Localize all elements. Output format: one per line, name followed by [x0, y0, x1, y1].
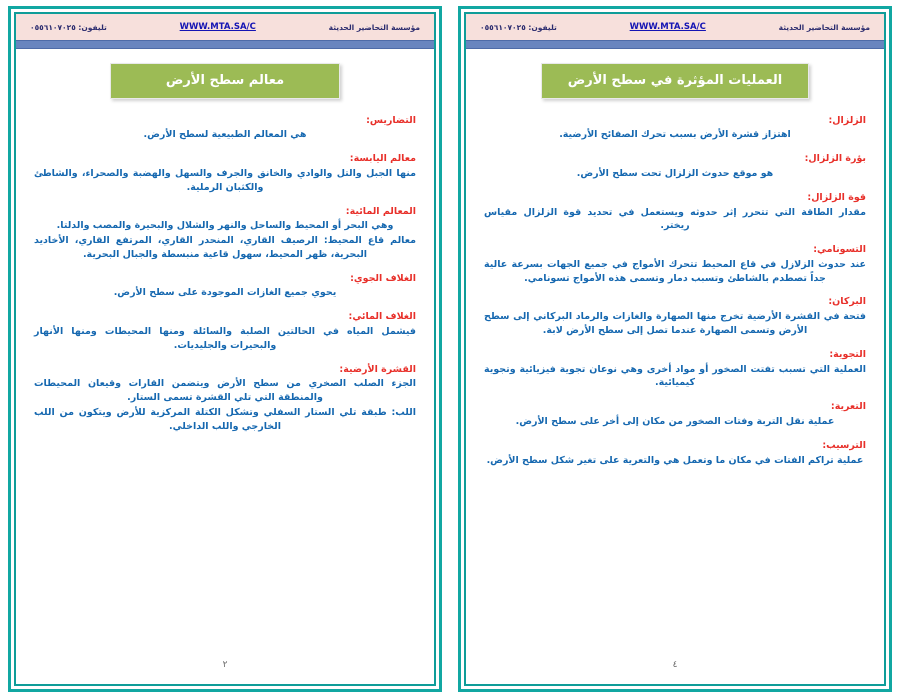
header-phone: تليفون: ٠٥٥٦١٠٧٠٢٥	[30, 22, 107, 32]
section-heading: التعرية:	[830, 401, 866, 413]
page-body	[16, 49, 434, 684]
page-slot-left	[450, 0, 900, 700]
section-paragraph: عملية نقل التربة وفتات الصخور من مكان إلى أخر على سطح الأرض.	[515, 415, 835, 427]
section-body	[484, 206, 866, 234]
section-body	[34, 219, 416, 261]
section-body	[484, 415, 866, 429]
page-header	[16, 14, 434, 40]
section-heading: البركان:	[828, 296, 866, 308]
content-section	[34, 153, 416, 194]
section-heading: قوة الزلزال:	[807, 191, 866, 203]
section-body	[484, 310, 866, 338]
section-body	[34, 128, 416, 142]
section-paragraph: مقدار الطاقة التي تتحرر إثر حدوثه ويستعمل في تحديد قوة الزلزال مقياس ريختر.	[484, 206, 866, 232]
section-paragraph: العملية التي تسبب تفتت الصخور أو مواد أخرى وهي نوعان تجوية فيزيائية وتجوية كيميائية.	[484, 363, 866, 389]
page-inner	[464, 12, 886, 686]
content-section	[34, 115, 416, 143]
section-heading: القشرة الأرضية:	[339, 363, 416, 375]
section-heading: التسونامي:	[813, 244, 866, 256]
header-phone: تليفون: ٠٥٥٦١٠٧٠٢٥	[480, 22, 557, 32]
section-heading: الغلاف الجوي:	[350, 272, 416, 284]
section-body	[484, 128, 866, 142]
sections-list-page-0	[34, 115, 416, 434]
section-paragraph: الجزء الصلب الصخري من سطح الأرض ويتضمن القارات وقيعان المحيطات والمنطقة التي تلي القشرة تسمى الستار.	[34, 378, 416, 404]
section-body	[34, 167, 416, 195]
section-paragraph: عند حدوث الزلازل في قاع المحيط تتحرك الأمواج في جميع الجهات بسرعة عالية جداً تصطدم بالشاطئ وتسبب دمار وتسمى هذه الأمواج تسونامي.	[484, 258, 866, 284]
page-inner	[14, 12, 436, 686]
page-title-wrap	[34, 63, 416, 99]
section-paragraph: هو موقع حدوث الزلزال تحت سطح الأرض.	[576, 167, 774, 179]
page-number: ٢	[222, 660, 228, 670]
section-body	[484, 258, 866, 286]
page-body	[466, 49, 884, 684]
content-section	[484, 153, 866, 181]
section-paragraph: عملية تراكم الفتات في مكان ما وتعمل هي والتعرية على تغير شكل سطح الأرض.	[486, 454, 864, 466]
content-section	[484, 192, 866, 233]
section-heading: الزلزال:	[828, 114, 866, 126]
section-body	[484, 363, 866, 391]
content-section	[484, 401, 866, 429]
content-section	[34, 273, 416, 301]
section-paragraph: معالم قاع المحيط: الرصيف القاري، المنحدر القاري، المرتفع القاري، الأخاديد البحرية، ظهر المحيط، سهول قاعية منبسطة والجبال البحرية.	[34, 235, 416, 260]
document-page-left-of-book	[8, 6, 442, 692]
section-body	[34, 286, 416, 300]
section-paragraph: وهي البحر أو المحيط والساحل والنهر والشلال والبحيرة والمصب والدلتا.	[56, 220, 394, 232]
section-heading: بؤرة الزلزال:	[804, 153, 866, 165]
header-divider	[466, 40, 884, 49]
content-section	[34, 364, 416, 434]
content-section	[484, 244, 866, 285]
section-paragraph: اهتزاز قشرة الأرض بسبب تحرك الصفائح الأرضية.	[559, 129, 791, 141]
header-divider	[16, 40, 434, 49]
content-section	[34, 206, 416, 262]
section-heading: معالم اليابسة:	[349, 153, 416, 165]
page-title-wrap	[484, 63, 866, 99]
section-paragraph: منها الجبل والتل والوادي والخانق والجرف والسهل والهضبة والصحراء، والشاطئ والكثبان الرملية.	[34, 167, 416, 193]
section-heading: المعالم المائية:	[345, 205, 416, 217]
section-paragraph: اللب: طبقة تلي الستار السفلي وتشكل الكتلة المركزية للأرض ويتكون من اللب الخارجي واللب الداخلي.	[34, 406, 416, 432]
page-title: العمليات المؤثرة في سطح الأرض	[541, 63, 810, 99]
header-website-link[interactable]: WWW.MTA.SA/C	[179, 22, 256, 32]
sections-list-page-1	[484, 115, 866, 468]
section-body	[34, 377, 416, 433]
header-org-name: مؤسسة التحاضير الحديثة	[778, 22, 870, 32]
document-page-right-of-book	[458, 6, 892, 692]
section-paragraph: فيشمل المياه في الحالتين الصلبة والسائلة ومنها المحيطات ومنها الأنهار والبحيرات والجليديات.	[34, 326, 416, 351]
section-heading: التضاريس:	[366, 114, 416, 126]
page-number: ٤	[672, 660, 678, 670]
page-title: معالم سطح الأرض	[110, 63, 340, 99]
content-section	[484, 440, 866, 468]
section-body	[34, 325, 416, 353]
content-section	[484, 349, 866, 390]
section-heading: الترسيب:	[822, 439, 866, 451]
section-paragraph: فتحة في القشرة الأرضية تخرج منها الصهارة والغازات والرماد البركاني إلى سطح الأرض وتسمى الصهارة عندما تصل إلى سطح الأرض لابة.	[484, 311, 866, 337]
section-paragraph: يحوي جميع الغازات الموجودة على سطح الأرض.	[113, 287, 337, 299]
header-org-name: مؤسسة التحاضير الحديثة	[328, 22, 420, 32]
section-heading: التجوية:	[829, 348, 866, 360]
section-heading: الغلاف المائي:	[348, 311, 416, 323]
content-section	[34, 311, 416, 352]
section-body	[484, 454, 866, 468]
section-body	[484, 167, 866, 181]
header-website-link[interactable]: WWW.MTA.SA/C	[629, 22, 706, 32]
section-paragraph: هي المعالم الطبيعية لسطح الأرض.	[143, 129, 307, 141]
page-header	[466, 14, 884, 40]
content-section	[484, 115, 866, 143]
content-section	[484, 296, 866, 337]
